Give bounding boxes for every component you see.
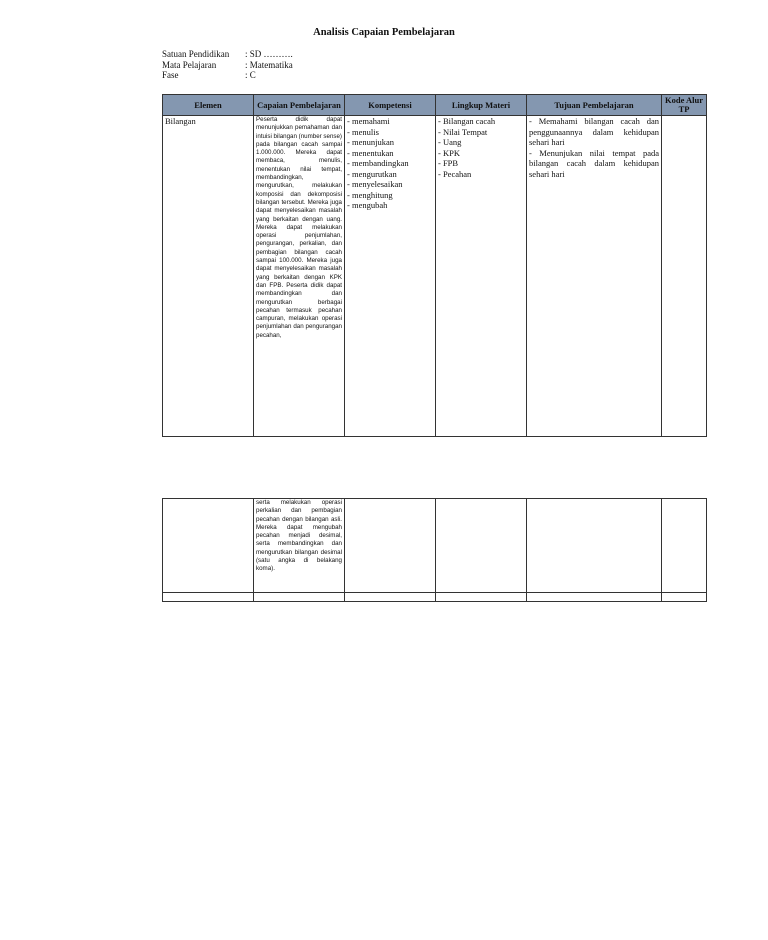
cell-capaian: Peserta didik dapat menunjukkan pemahaman dan intuisi bilangan (number sense) pada bilangan cacah sampai 1.000.000. Mereka dapat membaca, menulis, menentukan nilai tempat, membandingkan, mengurutkan, melakukan komposisi dan dekomposisi bilangan tersebut. Mereka juga dapat menyelesaikan masalah yang berkaitan dengan uang. Mereka dapat melakukan operasi penjumlahan, pengurangan, perkalian, dan pembagian bilangan cacah sampai 100.000. Mereka juga dapat menyelesaikan masalah yang berkaitan dengan KPK dan FPB. Peserta didik dapat membandingkan dan mengurutkan berbagai pecahan termasuk pecahan campuran, melakukan operasi penjumlahan dan pengurangan pecahan, <box>254 116 345 437</box>
list-item: - menunjukan <box>347 137 394 147</box>
meta-row-fase <box>162 70 293 81</box>
cell-empty <box>163 593 254 602</box>
cell-empty <box>527 593 662 602</box>
meta-row-satuan <box>162 49 293 60</box>
document-title: Analisis Capaian Pembelajaran <box>313 27 455 38</box>
header-tujuan: Tujuan Pembelajaran <box>527 95 662 116</box>
list-item: - menyelesaikan <box>347 179 403 189</box>
cell-kode <box>662 116 707 437</box>
tujuan-item: - Menunjukan nilai tempat pada bilangan cacah dalam kehidupan sehari hari <box>529 147 659 179</box>
document-meta <box>162 49 293 81</box>
list-item: - Nilai Tempat <box>438 126 488 137</box>
list-item: - Uang <box>438 137 462 147</box>
list-item: - membandingkan <box>347 158 409 168</box>
list-item: - menentukan <box>347 147 394 158</box>
meta-label: Satuan Pendidikan <box>162 49 230 59</box>
meta-value: : C <box>245 70 256 80</box>
meta-value: : Matematika <box>245 59 293 70</box>
table-row <box>163 593 707 602</box>
cell-kompetensi <box>345 499 436 593</box>
cell-tujuan <box>527 116 662 437</box>
list-item: - Pecahan <box>438 168 472 179</box>
cell-tujuan <box>527 499 662 593</box>
cell-kompetensi <box>345 116 436 437</box>
cell-capaian: serta melakukan operasi perkalian dan pembagian pecahan dengan bilangan asli. Mereka dapat mengubah pecahan menjadi desimal, serta membandingkan dan mengurutkan bilangan desimal (satu angka di belakang koma). <box>254 499 345 593</box>
cell-elemen <box>163 499 254 593</box>
list-item: - FPB <box>438 158 459 168</box>
cell-empty <box>345 593 436 602</box>
header-kode: Kode Alur TP <box>662 95 707 116</box>
cell-lingkup <box>436 116 527 437</box>
tujuan-item: - Memahami bilangan cacah dan penggunaannya dalam kehidupan sehari hari <box>529 116 659 147</box>
list-item: - menghitung <box>347 189 393 200</box>
lingkup-list <box>438 116 524 179</box>
kompetensi-list <box>347 116 433 211</box>
list-item: - memahami <box>347 116 390 126</box>
list-item: - KPK <box>438 147 460 158</box>
cell-empty <box>254 593 345 602</box>
header-lingkup: Lingkup Materi <box>436 95 527 116</box>
meta-row-mapel <box>162 60 293 71</box>
meta-label: Fase <box>162 70 179 80</box>
list-item: - Bilangan cacah <box>438 116 496 126</box>
meta-value: : SD ………. <box>245 49 293 59</box>
list-item: - mengubah <box>347 200 388 210</box>
header-capaian: Capaian Pembelajaran <box>254 95 345 116</box>
analysis-table <box>162 94 707 437</box>
header-elemen: Elemen <box>163 95 254 116</box>
cell-elemen: Bilangan <box>163 116 254 437</box>
cell-empty <box>662 593 707 602</box>
list-item: - menulis <box>347 126 379 137</box>
cell-kode <box>662 499 707 593</box>
cell-lingkup <box>436 499 527 593</box>
cell-empty <box>436 593 527 602</box>
table-row <box>163 499 707 593</box>
analysis-table-continued <box>162 498 707 602</box>
header-kompetensi: Kompetensi <box>345 95 436 116</box>
meta-label: Mata Pelajaran <box>162 59 217 70</box>
list-item: - mengurutkan <box>347 168 397 179</box>
table-header-row <box>163 95 707 116</box>
table-row <box>163 116 707 437</box>
